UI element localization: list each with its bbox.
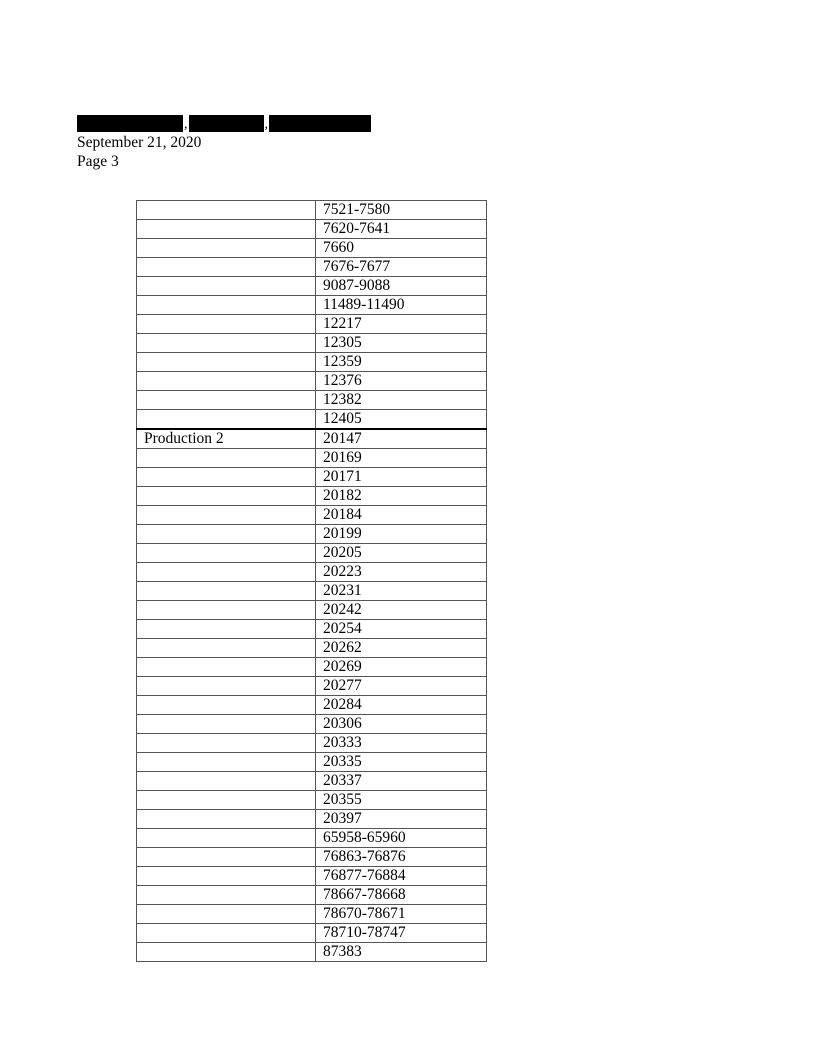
production-label-cell xyxy=(137,201,316,220)
bates-range-cell: 12376 xyxy=(316,372,487,391)
table-row xyxy=(137,372,487,391)
table-row xyxy=(137,620,487,639)
bates-range-cell: 65958-65960 xyxy=(316,829,487,848)
bates-range-cell: 11489-11490 xyxy=(316,296,487,315)
bates-range-cell: 7660 xyxy=(316,239,487,258)
production-label-cell xyxy=(137,391,316,410)
production-label-cell xyxy=(137,715,316,734)
production-label-cell xyxy=(137,734,316,753)
table-row xyxy=(137,220,487,239)
production-label-cell xyxy=(137,620,316,639)
bates-range-cell: 20269 xyxy=(316,658,487,677)
production-range-table xyxy=(136,200,487,962)
table-row xyxy=(137,410,487,430)
table-row xyxy=(137,506,487,525)
bates-range-cell: 20355 xyxy=(316,791,487,810)
bates-range-cell: 76877-76884 xyxy=(316,867,487,886)
page-number: Page 3 xyxy=(77,153,119,170)
table-row xyxy=(137,905,487,924)
table-row xyxy=(137,353,487,372)
table-row xyxy=(137,658,487,677)
table-row xyxy=(137,201,487,220)
production-label-cell xyxy=(137,220,316,239)
bates-range-cell: 9087-9088 xyxy=(316,277,487,296)
table-row xyxy=(137,867,487,886)
table-row xyxy=(137,277,487,296)
bates-range-cell: 20184 xyxy=(316,506,487,525)
production-label-cell xyxy=(137,468,316,487)
bates-range-cell: 20335 xyxy=(316,753,487,772)
production-label-cell xyxy=(137,601,316,620)
redaction-block xyxy=(269,115,371,132)
bates-range-cell: 20337 xyxy=(316,772,487,791)
production-label-cell: Production 2 xyxy=(137,429,316,449)
table-row xyxy=(137,696,487,715)
bates-range-cell: 7620-7641 xyxy=(316,220,487,239)
production-label-cell xyxy=(137,544,316,563)
bates-range-cell: 20147 xyxy=(316,429,487,449)
bates-range-cell: 20397 xyxy=(316,810,487,829)
production-label-cell xyxy=(137,372,316,391)
production-label-cell xyxy=(137,677,316,696)
production-label-cell xyxy=(137,258,316,277)
bates-range-cell: 20223 xyxy=(316,563,487,582)
production-label-cell xyxy=(137,753,316,772)
production-label-cell xyxy=(137,315,316,334)
table-row xyxy=(137,791,487,810)
production-label-cell xyxy=(137,449,316,468)
bates-range-cell: 12382 xyxy=(316,391,487,410)
table-row xyxy=(137,258,487,277)
production-label-cell xyxy=(137,886,316,905)
bates-range-cell: 20284 xyxy=(316,696,487,715)
table-row xyxy=(137,772,487,791)
bates-range-cell: 20182 xyxy=(316,487,487,506)
production-label-cell xyxy=(137,772,316,791)
table-row xyxy=(137,886,487,905)
table-row xyxy=(137,334,487,353)
production-label-cell xyxy=(137,943,316,962)
production-label-cell xyxy=(137,696,316,715)
table-row xyxy=(137,525,487,544)
production-label-cell xyxy=(137,924,316,943)
production-label-cell xyxy=(137,810,316,829)
table-row xyxy=(137,449,487,468)
bates-range-cell: 20242 xyxy=(316,601,487,620)
bates-range-cell: 12217 xyxy=(316,315,487,334)
table-row xyxy=(137,468,487,487)
bates-range-cell: 78710-78747 xyxy=(316,924,487,943)
table-row xyxy=(137,639,487,658)
bates-range-cell: 20171 xyxy=(316,468,487,487)
table-row xyxy=(137,487,487,506)
separator-comma: , xyxy=(264,117,268,132)
production-label-cell xyxy=(137,867,316,886)
bates-range-cell: 12405 xyxy=(316,410,487,430)
production-label-cell xyxy=(137,905,316,924)
table-row xyxy=(137,715,487,734)
production-label-cell xyxy=(137,353,316,372)
production-label-cell xyxy=(137,848,316,867)
table-row xyxy=(137,677,487,696)
table-row xyxy=(137,391,487,410)
production-label-cell xyxy=(137,334,316,353)
production-label-cell xyxy=(137,239,316,258)
redaction-block xyxy=(77,115,183,132)
table-row xyxy=(137,734,487,753)
production-label-cell xyxy=(137,563,316,582)
bates-range-cell: 20262 xyxy=(316,639,487,658)
production-label-cell xyxy=(137,525,316,544)
table-row xyxy=(137,943,487,962)
production-label-cell xyxy=(137,582,316,601)
table-row xyxy=(137,601,487,620)
bates-range-cell: 20306 xyxy=(316,715,487,734)
bates-range-cell: 78667-78668 xyxy=(316,886,487,905)
table-row xyxy=(137,429,487,449)
bates-range-cell: 7521-7580 xyxy=(316,201,487,220)
redaction-block xyxy=(189,115,264,132)
bates-range-cell: 20169 xyxy=(316,449,487,468)
bates-range-cell: 20199 xyxy=(316,525,487,544)
table-row xyxy=(137,296,487,315)
production-label-cell xyxy=(137,639,316,658)
bates-range-cell: 20333 xyxy=(316,734,487,753)
bates-range-cell: 76863-76876 xyxy=(316,848,487,867)
bates-range-cell: 12359 xyxy=(316,353,487,372)
production-label-cell xyxy=(137,658,316,677)
table-row xyxy=(137,753,487,772)
table-row xyxy=(137,544,487,563)
table-row xyxy=(137,848,487,867)
bates-range-cell: 20231 xyxy=(316,582,487,601)
table-row xyxy=(137,924,487,943)
production-label-cell xyxy=(137,791,316,810)
production-label-cell xyxy=(137,296,316,315)
table-row xyxy=(137,239,487,258)
letter-date: September 21, 2020 xyxy=(77,134,202,151)
separator-comma: , xyxy=(184,117,188,132)
production-label-cell xyxy=(137,829,316,848)
letter-header xyxy=(77,114,371,171)
redacted-recipient-line xyxy=(77,114,371,132)
table-row xyxy=(137,315,487,334)
production-label-cell xyxy=(137,487,316,506)
table-row xyxy=(137,829,487,848)
bates-range-cell: 20277 xyxy=(316,677,487,696)
bates-range-cell: 20254 xyxy=(316,620,487,639)
table-row xyxy=(137,810,487,829)
production-label-cell xyxy=(137,277,316,296)
bates-range-cell: 78670-78671 xyxy=(316,905,487,924)
table-row xyxy=(137,582,487,601)
bates-range-cell: 20205 xyxy=(316,544,487,563)
production-label-cell xyxy=(137,506,316,525)
bates-range-cell: 12305 xyxy=(316,334,487,353)
bates-range-cell: 7676-7677 xyxy=(316,258,487,277)
table-row xyxy=(137,563,487,582)
production-label-cell xyxy=(137,410,316,430)
bates-range-cell: 87383 xyxy=(316,943,487,962)
